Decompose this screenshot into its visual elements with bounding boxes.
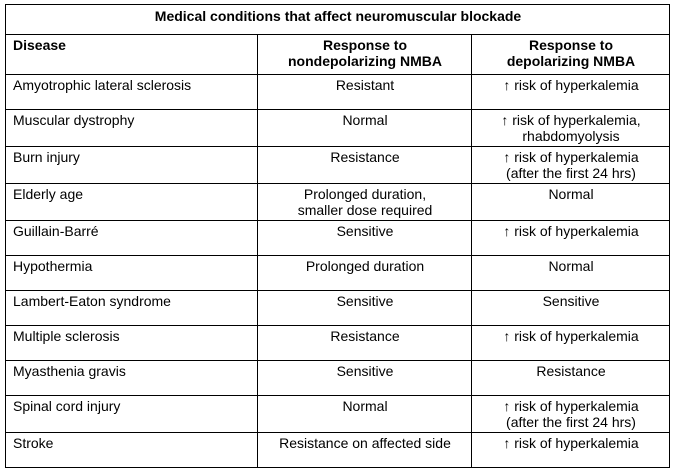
nondepolarizing-response-cell: Resistance on affected side (258, 433, 472, 468)
table-title: Medical conditions that affect neuromuscular blockade (6, 5, 670, 35)
table-row (6, 75, 670, 110)
disease-cell: Elderly age (6, 184, 258, 221)
depolarizing-response-cell: ↑ risk of hyperkalemia (after the first 24 hrs) (472, 396, 670, 433)
table-row (6, 184, 670, 221)
nondepolarizing-response-cell: Resistant (258, 75, 472, 110)
table-body (6, 75, 670, 468)
disease-cell: Multiple sclerosis (6, 326, 258, 361)
depolarizing-response-cell: ↑ risk of hyperkalemia (after the first 24 hrs) (472, 147, 670, 184)
disease-cell: Stroke (6, 433, 258, 468)
nondepolarizing-response-cell: Sensitive (258, 221, 472, 256)
depolarizing-response-cell: Resistance (472, 361, 670, 396)
table-wrapper (5, 4, 670, 468)
depolarizing-response-cell: Normal (472, 256, 670, 291)
header-nondepolarizing: Response to nondepolarizing NMBA (258, 35, 472, 75)
depolarizing-response-cell: ↑ risk of hyperkalemia, rhabdomyolysis (472, 110, 670, 147)
nondepolarizing-response-cell: Resistance (258, 147, 472, 184)
table-row (6, 396, 670, 433)
disease-cell: Spinal cord injury (6, 396, 258, 433)
nondepolarizing-response-cell: Normal (258, 396, 472, 433)
depolarizing-response-cell: ↑ risk of hyperkalemia (472, 221, 670, 256)
neuromuscular-blockade-table (5, 4, 670, 468)
table-row (6, 221, 670, 256)
nondepolarizing-response-cell: Sensitive (258, 361, 472, 396)
table-row (6, 110, 670, 147)
depolarizing-response-cell: ↑ risk of hyperkalemia (472, 433, 670, 468)
disease-cell: Myasthenia gravis (6, 361, 258, 396)
table-row (6, 361, 670, 396)
header-row (6, 35, 670, 75)
nondepolarizing-response-cell: Prolonged duration (258, 256, 472, 291)
disease-cell: Burn injury (6, 147, 258, 184)
nondepolarizing-response-cell: Sensitive (258, 291, 472, 326)
depolarizing-response-cell: Sensitive (472, 291, 670, 326)
disease-cell: Muscular dystrophy (6, 110, 258, 147)
table-row (6, 147, 670, 184)
nondepolarizing-response-cell: Prolonged duration, smaller dose required (258, 184, 472, 221)
table-row (6, 256, 670, 291)
title-row (6, 5, 670, 35)
disease-cell: Hypothermia (6, 256, 258, 291)
header-disease: Disease (6, 35, 258, 75)
disease-cell: Lambert-Eaton syndrome (6, 291, 258, 326)
table-row (6, 291, 670, 326)
table-row (6, 433, 670, 468)
depolarizing-response-cell: ↑ risk of hyperkalemia (472, 75, 670, 110)
nondepolarizing-response-cell: Normal (258, 110, 472, 147)
depolarizing-response-cell: Normal (472, 184, 670, 221)
disease-cell: Amyotrophic lateral sclerosis (6, 75, 258, 110)
disease-cell: Guillain-Barré (6, 221, 258, 256)
header-depolarizing: Response to depolarizing NMBA (472, 35, 670, 75)
depolarizing-response-cell: ↑ risk of hyperkalemia (472, 326, 670, 361)
table-row (6, 326, 670, 361)
nondepolarizing-response-cell: Resistance (258, 326, 472, 361)
